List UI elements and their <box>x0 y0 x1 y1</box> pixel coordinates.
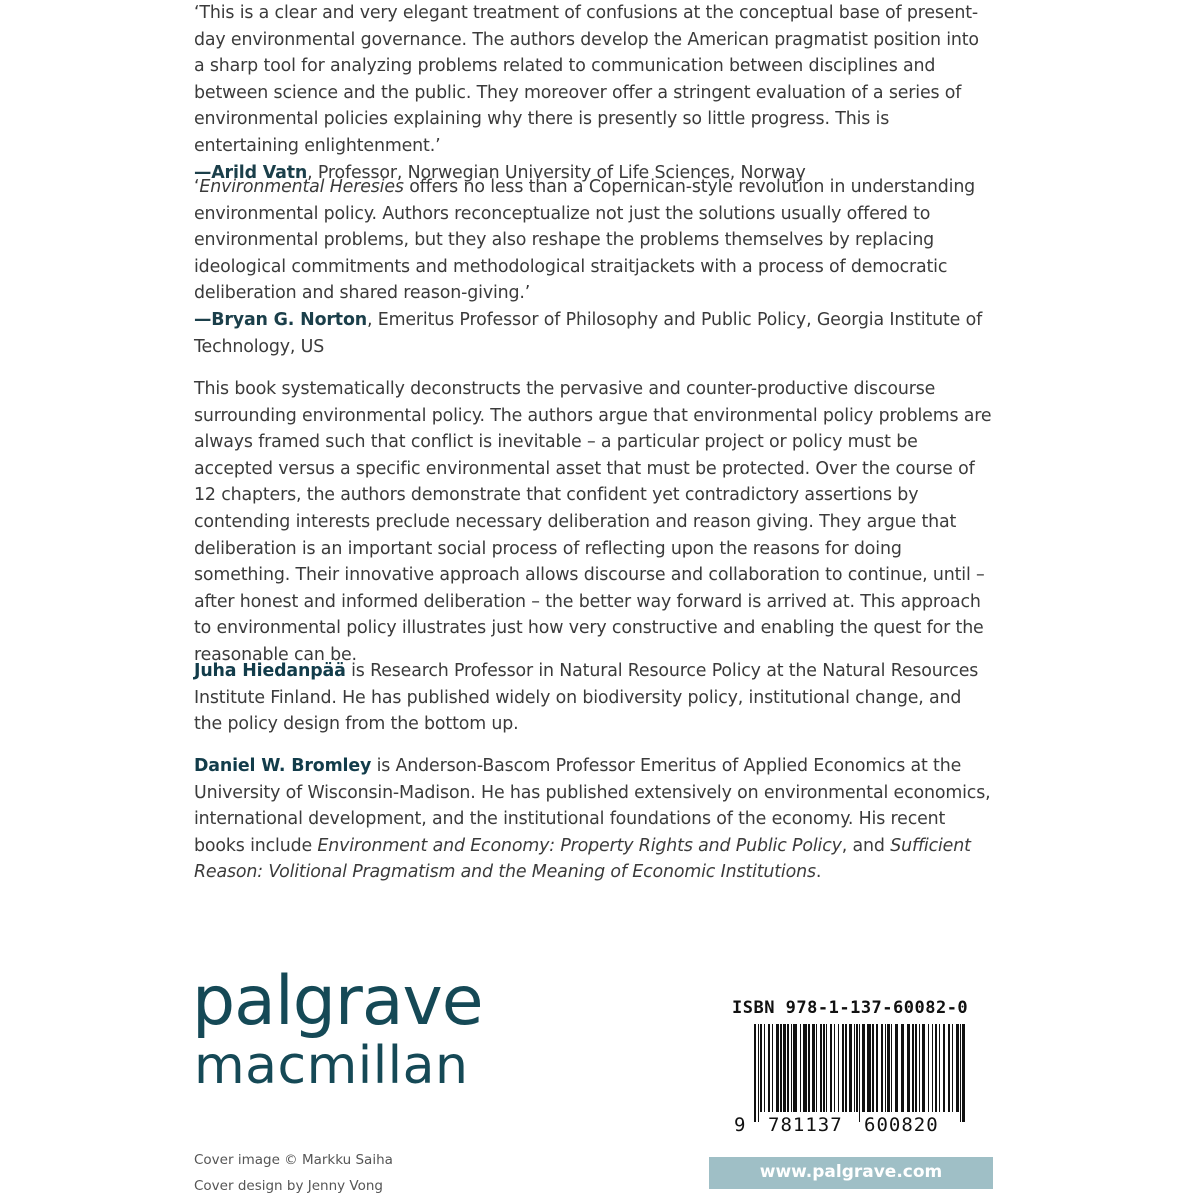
quote-open-mark: ‘ <box>194 177 200 197</box>
barcode-bar <box>754 1024 756 1122</box>
author-bio-connector: , and <box>841 835 891 856</box>
author-bio-1 <box>194 658 994 738</box>
barcode-bar <box>960 1024 961 1122</box>
barcode-bar <box>915 1024 917 1112</box>
barcode-bar <box>948 1024 950 1112</box>
barcode-bar <box>803 1024 807 1112</box>
barcode-bar <box>826 1024 827 1112</box>
author-bio-end: . <box>815 862 822 883</box>
barcode-bar <box>830 1024 832 1112</box>
cover-credits <box>194 1147 393 1199</box>
barcode-bar <box>849 1024 852 1112</box>
author-bio-text: is Anderson-Bascom Professor Emeritus of Applied Economics at the University of Wisconsin-Madison. He has published extensively on environmental economics, international development, and the institutional foundations of the economy. His recent books include <box>194 756 991 856</box>
quote-text: ‘This is a clear and very elegant treatment of confusions at the conceptual base of present-day environmental governance. The authors develop the American pragmatist position into a sharp tool for analyzing problems related to communication between disciplines and between science and the public. They moreover offer a stringent evaluation of a series of environmental policies explaining why there is presently so little progress. This is entertaining enlightenment.’ <box>194 3 979 156</box>
publisher-website-url: www.palgrave.com <box>759 1162 943 1182</box>
author-bio-2 <box>194 753 994 886</box>
barcode-bar <box>935 1024 937 1112</box>
barcode-bar <box>901 1024 904 1112</box>
author-bio-text: is Research Professor in Natural Resource Policy at the Natural Resources Institute Finland. He has published widely on biodiversity policy, institutional change, and the policy design from the bottom up. <box>194 661 979 735</box>
barcode-bar <box>895 1024 898 1112</box>
barcode-bar <box>919 1024 920 1112</box>
barcode-bar <box>876 1024 878 1112</box>
barcode-bar <box>758 1024 759 1122</box>
barcode-digits-right: 600820 <box>864 1114 939 1136</box>
quote-attribution-name: —Bryan G. Norton <box>194 309 367 330</box>
barcode-bar <box>812 1024 815 1112</box>
barcode-bar <box>780 1024 782 1112</box>
publisher-logo-line-1: palgrave <box>192 962 483 1041</box>
book-description <box>194 376 994 669</box>
cover-design-credit: Cover design by Jenny Vong <box>194 1178 383 1194</box>
barcode-bar <box>834 1024 835 1112</box>
barcode-bar <box>842 1024 844 1112</box>
barcode-bar <box>862 1024 865 1112</box>
barcode-bar <box>776 1024 779 1112</box>
barcode-digit-first: 9 <box>734 1114 747 1136</box>
author-book-title-2: Sufficient Reason: Volitional Pragmatism and the Meaning of Economic Institutions <box>194 835 971 883</box>
barcode-bar <box>867 1024 871 1112</box>
barcode-bar <box>808 1024 810 1112</box>
barcode-bar <box>783 1024 786 1112</box>
quote-text: offers no less than a Copernican-style revolution in understanding environmental policy. Authors reconceptualize not just the solutions usually offered to environmental problems, but they also reshape the problems themselves by replacing ideological commitments and methodological straitjackets with a process of democratic deliberation and shared reason-giving.’ <box>194 177 976 304</box>
barcode-bar <box>838 1024 839 1112</box>
publisher-logo-line-2: macmillan <box>194 1036 469 1096</box>
barcode-bar <box>760 1024 762 1112</box>
quote-attribution-affiliation: , Emeritus Professor of Philosophy and Public Policy, Georgia Institute of Technology, US <box>194 309 983 357</box>
endorsement-quote-2 <box>194 174 994 360</box>
barcode-bar <box>856 1024 858 1112</box>
barcode-bar <box>952 1024 953 1112</box>
barcode-bar <box>768 1024 770 1112</box>
barcode-bar <box>764 1024 765 1112</box>
barcode-bar <box>793 1024 797 1112</box>
quote-book-title: Environmental Heresies <box>199 177 404 197</box>
barcode-bar <box>885 1024 886 1112</box>
barcode-bar <box>816 1024 817 1112</box>
barcode-bar <box>887 1024 890 1112</box>
barcode-bar <box>772 1024 773 1112</box>
barcode-bars <box>712 990 982 1145</box>
description-paragraph: This book systematically deconstructs the pervasive and counter-productive discourse surrounding environmental policy. The authors argue that environmental policy problems are always framed such that conflict is inevitable – a particular project or policy must be accepted versus a specific environmental asset that must be protected. Over the course of 12 chapters, the authors demonstrate that confident yet contradictory assertions by contending interests preclude necessary deliberation and reason giving. They argue that deliberation is an important social process of reflecting upon the reasons for doing something. Their innovative approach allows discourse and collaboration to continue, until – after honest and informed deliberation – the better way forward is arrived at. This approach to environmental policy illustrates just how very constructive and enabling the quest for the reasonable can be. <box>194 379 992 665</box>
barcode-bar <box>922 1024 925 1112</box>
author-book-title-1: Environment and Economy: Property Rights and Public Policy <box>317 835 842 856</box>
barcode-bar <box>800 1024 801 1112</box>
barcode-bar <box>912 1024 914 1112</box>
barcode-bar <box>932 1024 933 1112</box>
endorsement-quote-1 <box>194 0 994 186</box>
cover-image-credit: Cover image © Markku Saiha <box>194 1152 393 1168</box>
barcode-bar <box>891 1024 892 1112</box>
barcode-bar <box>928 1024 929 1112</box>
barcode-bar <box>854 1024 855 1112</box>
barcode-bar <box>845 1024 847 1112</box>
barcode-bar <box>881 1024 883 1112</box>
barcode-bar <box>962 1024 965 1122</box>
quote-attribution-name: —Arild Vatn <box>194 162 308 183</box>
author-name: Juha Hiedanpää <box>194 661 346 681</box>
barcode-bar <box>907 1024 910 1112</box>
barcode-bar <box>823 1024 825 1112</box>
barcode-bar <box>787 1024 789 1112</box>
quote-attribution-affiliation: , Professor, Norwegian University of Life Sciences, Norway <box>307 162 806 183</box>
author-name: Daniel W. Bromley <box>194 756 372 776</box>
isbn-label: ISBN 978-1-137-60082-0 <box>732 998 969 1018</box>
isbn-barcode <box>712 990 982 1145</box>
barcode-bar <box>943 1024 945 1112</box>
barcode-bar <box>791 1024 792 1112</box>
barcode-digits-left: 781137 <box>768 1114 843 1136</box>
barcode-bar <box>939 1024 940 1112</box>
publisher-website-bar <box>709 1157 993 1189</box>
barcode-bar <box>820 1024 822 1112</box>
barcode-bar <box>956 1024 959 1112</box>
barcode-bar <box>859 1024 860 1122</box>
barcode-bar <box>872 1024 874 1112</box>
